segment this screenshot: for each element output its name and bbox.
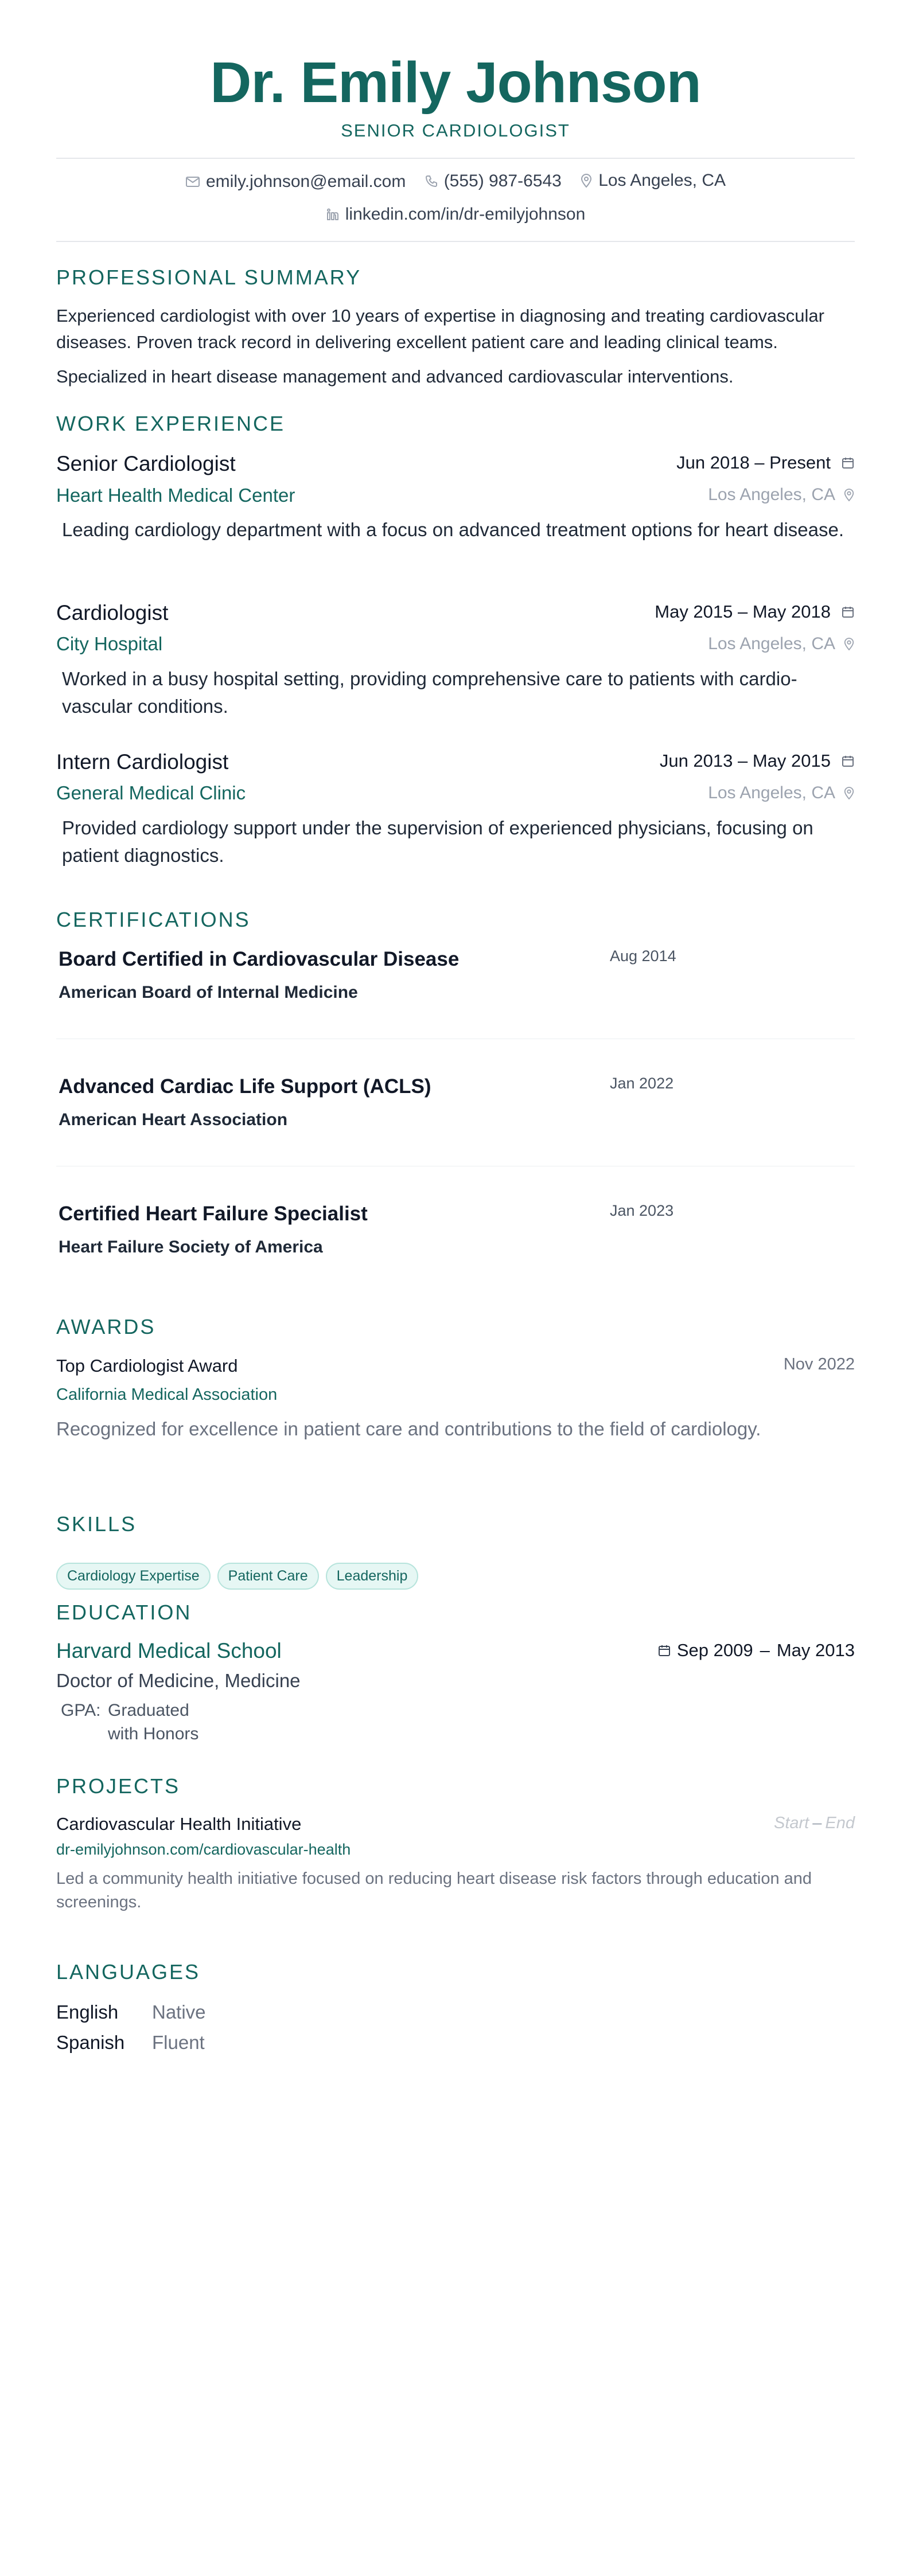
location-pin-icon	[843, 488, 855, 502]
calendar-icon	[657, 1644, 671, 1657]
education-dates	[657, 1640, 855, 1661]
certification-issuer: American Heart Association	[59, 1110, 288, 1129]
job-description: Provided cardiology support under the supervision of experienced physicians, focusing on patient diagnostics.	[62, 817, 813, 866]
project-dates	[774, 1814, 855, 1833]
section-title-awards: AWARDS	[56, 1315, 156, 1338]
job-dates	[676, 452, 855, 473]
contact-phone[interactable]	[425, 171, 562, 191]
job-dates-text: Jun 2013 – May 2015	[659, 751, 831, 771]
contact-row-secondary	[0, 205, 911, 226]
certification-date: Jan 2023	[610, 1202, 674, 1219]
project-link[interactable]: dr-emilyjohnson.com/cardiovascular-health	[56, 1841, 351, 1858]
certification-date: Jan 2022	[610, 1075, 674, 1092]
job-company: Heart Health Medical Center	[56, 485, 295, 506]
education-school: Harvard Medical School	[56, 1639, 282, 1662]
job-company: City Hospital	[56, 633, 163, 654]
contact-location	[580, 171, 726, 190]
job-location-text: Los Angeles, CA	[708, 783, 835, 802]
education-degree: Doctor of Medicine, Medicine	[56, 1670, 301, 1691]
job-location	[708, 485, 855, 505]
contact-location-text: Los Angeles, CA	[598, 171, 726, 190]
education-gpa-value: Graduated with Honors	[108, 1701, 199, 1743]
summary-paragraph-1: Experienced cardiologist with over 10 years of expertise in diagnosing and treating cardiovascular diseases. Proven track record in delivering excellent patient care and leading clinical teams.	[56, 306, 824, 352]
certification-issuer: Heart Failure Society of America	[59, 1238, 323, 1256]
section-title-education: EDUCATION	[56, 1601, 192, 1624]
certification-name: Advanced Cardiac Life Support (ACLS)	[59, 1075, 431, 1098]
award-description: Recognized for excellence in patient care and contributions to the field of cardiology.	[56, 1418, 761, 1439]
education-gpa-label: GPA:	[61, 1701, 101, 1720]
candidate-title: SENIOR CARDIOLOGIST	[341, 120, 570, 140]
job-title: Cardiologist	[56, 601, 169, 625]
skill-tag: Patient Care	[217, 1563, 319, 1590]
certification-date: Aug 2014	[610, 947, 676, 965]
skill-tag: Cardiology Expertise	[56, 1563, 211, 1590]
language-name: English	[56, 2001, 119, 2023]
contact-email-text: emily.johnson@email.com	[205, 172, 406, 191]
contact-row-primary	[0, 171, 911, 193]
calendar-icon	[841, 754, 855, 768]
education-start: Sep 2009	[676, 1640, 753, 1660]
calendar-icon	[841, 605, 855, 619]
language-level: Native	[152, 2001, 206, 2023]
skill-tag: Leadership	[326, 1563, 419, 1590]
job-dates-text: May 2015 – May 2018	[655, 602, 831, 622]
award-title: Top Cardiologist Award	[56, 1356, 238, 1376]
certification-issuer: American Board of Internal Medicine	[59, 983, 358, 1002]
contact-divider	[56, 241, 855, 242]
job-dates	[660, 751, 855, 771]
location-pin-icon	[843, 637, 855, 651]
linkedin-icon	[326, 208, 340, 221]
award-organization: California Medical Association	[56, 1385, 278, 1404]
section-title-projects: PROJECTS	[56, 1774, 181, 1798]
mail-icon	[185, 175, 200, 188]
section-title-certifications: CERTIFICATIONS	[56, 908, 251, 931]
section-title-languages: LANGUAGES	[56, 1960, 201, 1984]
location-pin-icon	[580, 173, 593, 188]
job-dates-text: Jun 2018 – Present	[676, 452, 831, 473]
calendar-icon	[841, 456, 855, 470]
project-start: Start	[774, 1814, 809, 1832]
job-location	[708, 634, 855, 654]
certification-name: Board Certified in Cardiovascular Disease	[59, 948, 460, 970]
project-description: Led a community health initiative focused on reducing heart disease risk factors through education and screenings.	[56, 1869, 812, 1911]
award-date: Nov 2022	[783, 1355, 855, 1373]
language-name: Spanish	[56, 2032, 125, 2053]
job-description: Leading cardiology department with a focus on advanced treatment options for heart disease.	[62, 519, 844, 540]
skills-list	[56, 1563, 418, 1590]
section-title-summary: PROFESSIONAL SUMMARY	[56, 266, 362, 289]
job-title: Intern Cardiologist	[56, 750, 229, 774]
job-title: Senior Cardiologist	[56, 452, 236, 475]
education-date-dash: –	[760, 1640, 770, 1660]
summary-paragraph-2: Specialized in heart disease management and advanced cardiovascular interventions.	[56, 366, 734, 387]
language-level: Fluent	[152, 2032, 205, 2053]
job-description: Worked in a busy hospital setting, providing comprehensive care to patients with cardio-vascular conditions.	[62, 668, 797, 717]
contact-linkedin[interactable]	[326, 205, 586, 224]
section-title-experience: WORK EXPERIENCE	[56, 412, 286, 435]
project-title: Cardiovascular Health Initiative	[56, 1814, 302, 1834]
certification-name: Certified Heart Failure Specialist	[59, 1203, 368, 1225]
candidate-name: Dr. Emily Johnson	[210, 50, 701, 115]
section-title-skills: SKILLS	[56, 1512, 137, 1536]
header-divider	[56, 158, 855, 159]
location-pin-icon	[843, 786, 855, 800]
job-location-text: Los Angeles, CA	[708, 485, 835, 504]
contact-email[interactable]	[185, 172, 406, 192]
project-date-dash: –	[812, 1814, 822, 1832]
job-location-text: Los Angeles, CA	[708, 634, 835, 653]
job-location	[708, 783, 855, 803]
education-end: May 2013	[776, 1640, 855, 1660]
contact-phone-text: (555) 987-6543	[443, 171, 562, 190]
contact-linkedin-text: linkedin.com/in/dr-emilyjohnson	[345, 205, 586, 224]
job-company: General Medical Clinic	[56, 782, 246, 803]
project-end: End	[825, 1814, 855, 1832]
phone-icon	[425, 174, 438, 188]
job-dates	[655, 602, 855, 622]
